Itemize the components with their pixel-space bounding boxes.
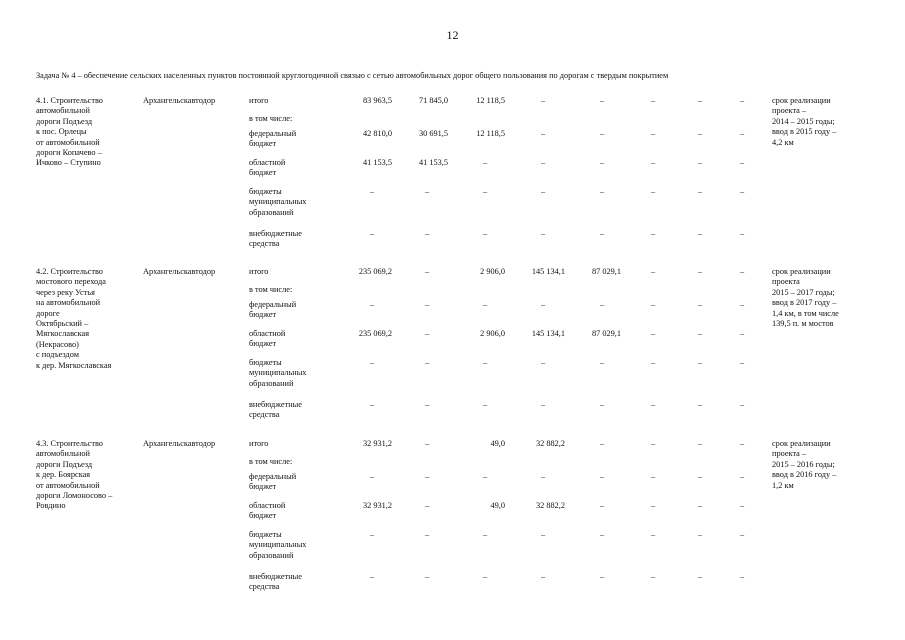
task-heading: Задача № 4 – обеспечение сельских населенных пунктов постоянной круглогодичной связью с сетью автомобильных дорог общего пользования по дорогам с твердым покрытием [36, 71, 669, 80]
value-cell: – [425, 187, 430, 196]
value-cell: 41 153,5 [362, 158, 392, 167]
value-cell: – [740, 267, 745, 276]
value-cell: 32 882,2 [535, 501, 565, 510]
value-cell: – [600, 229, 605, 238]
value-cell: – [698, 300, 703, 309]
value-cell: 71 845,0 [418, 96, 448, 105]
row-label: бюджеты муниципальных образований [249, 358, 307, 388]
value-cell: – [483, 229, 488, 238]
value-cell: – [370, 530, 375, 539]
project-note: срок реализации проекта – 2014 – 2015 годы; ввод в 2015 году – 4,2 км [772, 96, 837, 147]
value-cell: – [698, 530, 703, 539]
value-cell: – [651, 300, 656, 309]
value-cell: 49,0 [490, 501, 505, 510]
row-label: бюджеты муниципальных образований [249, 530, 307, 560]
value-cell: – [740, 187, 745, 196]
row-label: областной бюджет [249, 501, 286, 521]
value-cell: – [740, 229, 745, 238]
row-label: федеральный бюджет [249, 300, 297, 320]
value-cell: – [541, 187, 546, 196]
value-cell: – [600, 187, 605, 196]
value-cell: – [698, 358, 703, 367]
value-cell: 49,0 [490, 439, 505, 448]
value-cell: – [541, 472, 546, 481]
value-cell: – [740, 329, 745, 338]
value-cell: – [425, 267, 430, 276]
value-cell: – [698, 158, 703, 167]
value-cell: – [651, 229, 656, 238]
value-cell: – [483, 358, 488, 367]
value-cell: 32 931,2 [362, 439, 392, 448]
project-org: Архангельскавтодор [143, 439, 216, 448]
project-name: 4.2. Строительство мостового перехода через реку Устья на автомобильной дороге Октябрьский – Мягкославская (Некрасово) с подъездом к дер. Мягкославская [36, 267, 112, 370]
value-cell: 32 931,2 [362, 501, 392, 510]
value-cell: – [541, 158, 546, 167]
project-org: Архангельскавтодор [143, 267, 216, 276]
value-cell: 30 691,5 [418, 129, 448, 138]
value-cell: – [425, 530, 430, 539]
value-cell: – [483, 300, 488, 309]
row-label: внебюджетные средства [249, 572, 302, 592]
value-cell: – [425, 358, 430, 367]
value-cell: – [483, 572, 488, 581]
row-label: итого [249, 267, 269, 276]
value-cell: 12 118,5 [476, 96, 505, 105]
row-label: федеральный бюджет [249, 129, 297, 149]
value-cell: – [651, 472, 656, 481]
value-cell: – [483, 472, 488, 481]
value-cell: – [483, 400, 488, 409]
value-cell: – [425, 329, 430, 338]
value-cell: – [370, 229, 375, 238]
row-label: внебюджетные средства [249, 400, 302, 420]
value-cell: 235 069,2 [358, 267, 392, 276]
value-cell: 42 810,0 [362, 129, 392, 138]
row-label: областной бюджет [249, 158, 286, 178]
value-cell: – [600, 96, 605, 105]
value-cell: – [698, 501, 703, 510]
value-cell: 145 134,1 [531, 267, 565, 276]
value-cell: – [600, 530, 605, 539]
value-cell: – [651, 439, 656, 448]
value-cell: – [600, 472, 605, 481]
row-label: в том числе: [249, 285, 293, 294]
row-label: итого [249, 439, 269, 448]
value-cell: – [698, 439, 703, 448]
value-cell: – [600, 501, 605, 510]
value-cell: – [541, 400, 546, 409]
value-cell: – [425, 229, 430, 238]
value-cell: – [698, 472, 703, 481]
value-cell: – [425, 400, 430, 409]
value-cell: – [370, 472, 375, 481]
value-cell: – [483, 158, 488, 167]
value-cell: – [651, 267, 656, 276]
value-cell: – [740, 96, 745, 105]
value-cell: – [425, 439, 430, 448]
value-cell: – [740, 129, 745, 138]
value-cell: – [698, 96, 703, 105]
value-cell: – [600, 439, 605, 448]
value-cell: – [600, 129, 605, 138]
page-number: 12 [446, 28, 459, 42]
value-cell: – [698, 187, 703, 196]
value-cell: – [651, 96, 656, 105]
value-cell: – [600, 158, 605, 167]
value-cell: – [370, 400, 375, 409]
value-cell: 12 118,5 [476, 129, 505, 138]
value-cell: – [698, 129, 703, 138]
value-cell: – [541, 96, 546, 105]
value-cell: 145 134,1 [531, 329, 565, 338]
value-cell: – [483, 530, 488, 539]
value-cell: – [600, 572, 605, 581]
value-cell: – [600, 300, 605, 309]
value-cell: – [541, 300, 546, 309]
project-note: срок реализации проекта 2015 – 2017 годы; ввод в 2017 году – 1,4 км, в том числе 139,5 п. м мостов [772, 267, 839, 329]
value-cell: – [425, 472, 430, 481]
value-cell: 87 029,1 [591, 267, 621, 276]
project-name: 4.3. Строительство автомобильной дороги Подъезд к дер. Боярская от автомобильной дороги Ломоносово – Ровдино [36, 439, 113, 511]
value-cell: – [698, 267, 703, 276]
value-cell: – [740, 472, 745, 481]
value-cell: – [740, 439, 745, 448]
value-cell: – [740, 358, 745, 367]
value-cell: – [541, 229, 546, 238]
value-cell: – [541, 572, 546, 581]
value-cell: – [425, 300, 430, 309]
row-label: бюджеты муниципальных образований [249, 187, 307, 217]
value-cell: – [425, 501, 430, 510]
value-cell: 2 906,0 [480, 267, 505, 276]
value-cell: – [651, 358, 656, 367]
value-cell: – [651, 329, 656, 338]
value-cell: – [541, 129, 546, 138]
value-cell: – [651, 400, 656, 409]
value-cell: – [651, 501, 656, 510]
value-cell: 83 963,5 [362, 96, 392, 105]
value-cell: – [483, 187, 488, 196]
value-cell: – [425, 572, 430, 581]
project-org: Архангельскавтодор [143, 96, 216, 105]
project-note: срок реализации проекта – 2015 – 2016 годы; ввод в 2016 году – 1,2 км [772, 439, 837, 490]
value-cell: – [698, 329, 703, 338]
project-name: 4.1. Строительство автомобильной дороги Подъезд к пос. Орлецы от автомобильной дороги Копачево – Ичково – Ступино [36, 96, 103, 168]
value-cell: 87 029,1 [591, 329, 621, 338]
row-label: в том числе: [249, 457, 293, 466]
value-cell: – [740, 572, 745, 581]
value-cell: 2 906,0 [480, 329, 505, 338]
value-cell: – [370, 187, 375, 196]
value-cell: – [698, 229, 703, 238]
value-cell: – [370, 572, 375, 581]
value-cell: 32 882,2 [535, 439, 565, 448]
row-label: в том числе: [249, 114, 293, 123]
value-cell: – [740, 501, 745, 510]
row-label: внебюджетные средства [249, 229, 302, 249]
value-cell: – [740, 400, 745, 409]
value-cell: – [740, 158, 745, 167]
value-cell: – [600, 400, 605, 409]
value-cell: – [651, 158, 656, 167]
value-cell: – [600, 358, 605, 367]
value-cell: – [651, 572, 656, 581]
value-cell: – [370, 300, 375, 309]
value-cell: – [651, 530, 656, 539]
value-cell: – [651, 187, 656, 196]
value-cell: – [698, 400, 703, 409]
row-label: областной бюджет [249, 329, 286, 349]
value-cell: – [651, 129, 656, 138]
row-label: федеральный бюджет [249, 472, 297, 492]
value-cell: 41 153,5 [418, 158, 448, 167]
value-cell: – [541, 530, 546, 539]
value-cell: – [740, 530, 745, 539]
value-cell: – [740, 300, 745, 309]
row-label: итого [249, 96, 269, 105]
value-cell: 235 069,2 [358, 329, 392, 338]
value-cell: – [370, 358, 375, 367]
value-cell: – [541, 358, 546, 367]
value-cell: – [698, 572, 703, 581]
